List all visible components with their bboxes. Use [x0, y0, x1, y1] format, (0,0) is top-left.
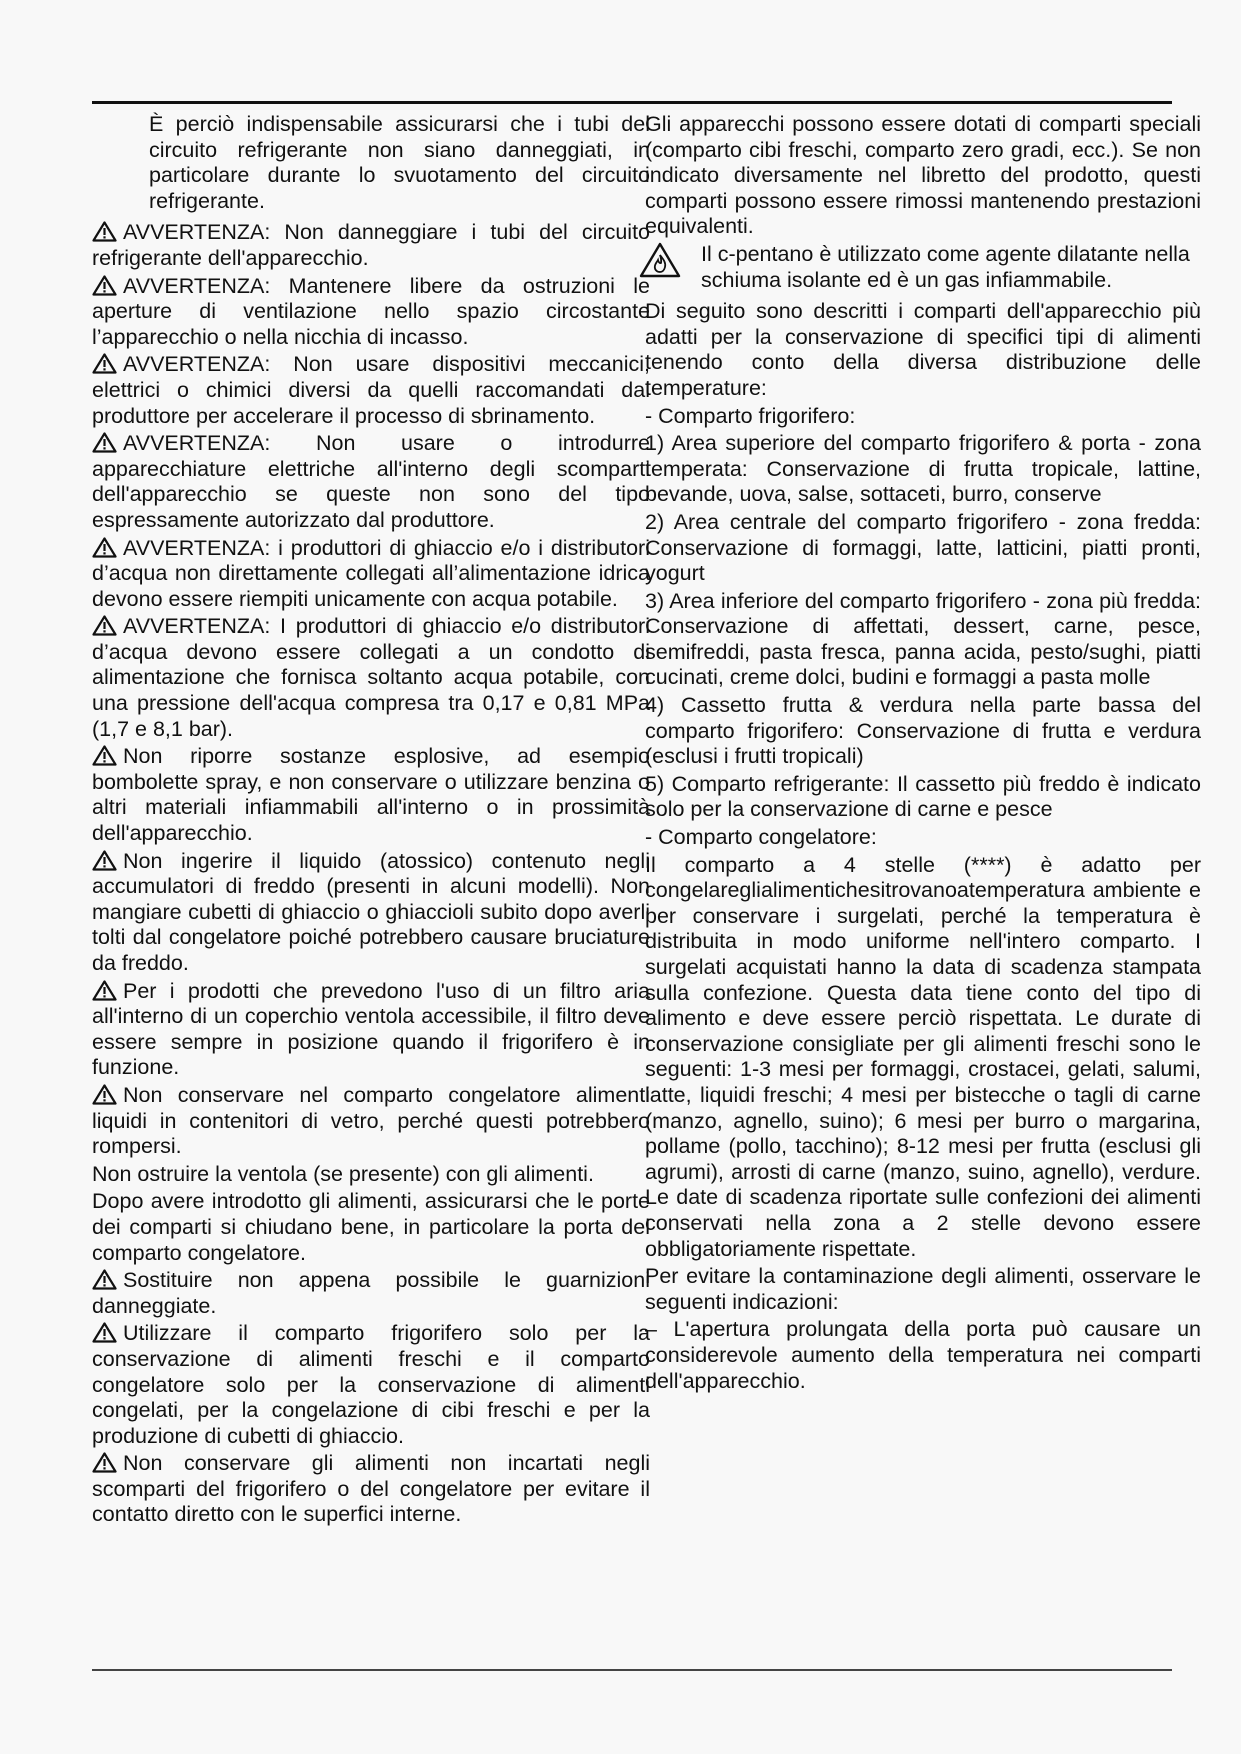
- warning-icon: [92, 221, 117, 242]
- top-rule: [92, 101, 1172, 104]
- warning-cold-accumulators: Non ingerire il liquido (atossico) contenuto negli accumulatori di freddo (presenti in alcuni modelli). Non mangiare cubetti di ghiaccio o ghiaccioli subito dopo averli tolti dal congelatore poiché potrebbero causare bruciature da freddo.: [92, 848, 650, 975]
- list-item-crisper-drawer: 4) Cassetto frutta & verdura nella parte bassa del comparto frigorifero: Conservazione di frutta e verdura (esclusi i frutti tropicali): [645, 693, 1201, 769]
- warning-icon: [92, 353, 117, 374]
- warning-icon: [92, 1269, 117, 1290]
- heading-freezer-compartment: - Comparto congelatore:: [645, 825, 877, 850]
- list-item-central-area: 2) Area centrale del comparto frigorifero - zona fredda: Conservazione di formaggi, latte, latticini, piatti pronti, yogurt: [645, 509, 1201, 586]
- paragraph-compartments-intro: Di seguito sono descritti i comparti dell'apparecchio più adatti per la conservazione di specifici tipi di alimenti tenendo conto della diversa distribuzione delle temperature:: [645, 299, 1201, 400]
- heading-fridge-compartment: - Comparto frigorifero:: [645, 403, 856, 428]
- flammable-warning-icon: [639, 242, 681, 278]
- warning-ice-makers-pressure: AVVERTENZA: I produttori di ghiaccio e/o distributori d’acqua devono essere collegati a un condotto di alimentazione che fornisca soltanto acqua potabile, con una pressione dell'acqua compresa tra 0,17 e 0,81 MPa (1,7 e 8,1 bar).: [92, 614, 650, 741]
- paragraph-four-star: Il comparto a 4 stelle (****) è adatto per congelareglialimentichesitrovanoatemperatura ambiente e per conservare i surgelati, perché la temperatura è distribuita in modo uniforme nell'intero comparto. I surgelati acquistati hanno la data di scadenza stampata sulla confezione. Questa data tiene conto del tipo di alimento e deve essere perciò rispettata. Le durate di conservazione consigliate per gli alimenti freschi sono le seguenti: 1-3 mesi per formaggi, crostacei, gelati, salumi, latte, liquidi freschi; 4 mesi per bistecche o tagli di carne (manzo, agnello, suino); 6 mesi per burro o margarina, pollame (pollo, tacchino); 8-12 mesi per frutta (esclusi gli agrumi), arrosti di carne (manzo, suino, agnello), verdure. Le date di scadenza riportate sulle confezioni dei alimenti conservati nella zona a 2 stelle devono essere obbligatoriamente rispettate.: [645, 852, 1201, 1261]
- left-column: [92, 112, 650, 1530]
- warning-icon: [92, 275, 117, 296]
- warning-gaskets: Sostituire non appena possibile le guarnizioni danneggiate.: [92, 1268, 650, 1318]
- warning-explosives: Non riporre sostanze esplosive, ad esempio bombolette spray, e non conservare o utilizzare benzina o altri materiali infiammabili all'interno o in prossimità dell'apparecchio.: [92, 744, 650, 846]
- warning-icon: [92, 615, 117, 636]
- warning-glass-containers: Non conservare nel comparto congelatore alimenti liquidi in contenitori di vetro, perché questi potrebbero rompersi.: [92, 1082, 650, 1159]
- paragraph-contamination: Per evitare la contaminazione degli alimenti, osservare le seguenti indicazioni:: [645, 1264, 1201, 1314]
- warning-icon: [92, 1452, 117, 1473]
- bottom-rule: [92, 1669, 1172, 1671]
- right-column: [645, 112, 1201, 1396]
- warning-unwrapped-food: Non conservare gli alimenti non incartati negli scomparti del frigorifero o del congelatore per evitare il contatto diretto con le superfici interne.: [92, 1451, 650, 1527]
- warning-icon: [92, 537, 117, 558]
- warning-icon: [92, 980, 117, 1001]
- warning-ice-makers-fill: AVVERTENZA: i produttori di ghiaccio e/o i distributori d’acqua non direttamente collegati all’alimentazione idrica devono essere riempiti unicamente con acqua potabile.: [92, 535, 650, 611]
- list-item-lower-area: 3) Area inferiore del comparto frigorifero - zona più fredda: Conservazione di affettati, dessert, carne, pesce, semifreddi, pasta fresca, panna acida, pesto/sughi, piatti cucinati, creme dolci, budini e formaggi a pasta molle: [645, 588, 1201, 690]
- warning-pipes: AVVERTENZA: Non danneggiare i tubi del circuito refrigerante dell'apparecchio.: [92, 220, 650, 270]
- warning-icon: [92, 1084, 117, 1105]
- paragraph-fan: Non ostruire la ventola (se presente) con gli alimenti.: [92, 1161, 594, 1186]
- list-item-door-opening: – L'apertura prolungata della porta può causare un considerevole aumento della temperatura nei comparti dell'apparecchio.: [645, 1317, 1201, 1393]
- paragraph-c-pentane: Il c-pentano è utilizzato come agente dilatante nella schiuma isolante ed è un gas infiammabile.: [701, 241, 1190, 292]
- list-item-upper-area: 1) Area superiore del comparto frigorifero & porta - zona temperata: Conservazione di frutta tropicale, lattine, bevande, uova, salse, sottaceti, burro, conserve: [645, 431, 1201, 507]
- warning-icon: [92, 432, 117, 453]
- warning-icon: [92, 745, 117, 766]
- warning-ventilation: AVVERTENZA: Mantenere libere da ostruzioni le aperture di ventilazione nello spazio circostante l’apparecchio o nella nicchia di incasso.: [92, 273, 650, 349]
- warning-icon: [92, 1322, 117, 1343]
- paragraph-special-compartments: Gli apparecchi possono essere dotati di comparti speciali (comparto cibi freschi, comparto zero gradi, ecc.). Se non indicato diversamente nel libretto del prodotto, questi comparti possono essere rimossi mantenendo prestazioni equivalenti.: [645, 112, 1201, 239]
- warning-electrical-appliances: AVVERTENZA: Non usare o introdurre apparecchiature elettriche all'interno degli scomparti dell'apparecchio se queste non sono del tipo espressamente autorizzato dal produttore.: [92, 431, 650, 532]
- flammable-gas-note: [645, 242, 1201, 293]
- warning-compartment-use: Utilizzare il comparto frigorifero solo per la conservazione di alimenti freschi e il comparto congelatore solo per la conservazione di alimenti congelati, per la congelazione di cibi freschi e per la produzione di cubetti di ghiaccio.: [92, 1321, 650, 1448]
- list-item-chiller: 5) Comparto refrigerante: Il cassetto più freddo è indicato solo per la conservazione di carne e pesce: [645, 771, 1201, 822]
- paragraph-refrigerant-pipes: È perciò indispensabile assicurarsi che i tubi del circuito refrigerante non siano danneggiati, in particolare durante lo svuotamento del circuito refrigerante.: [149, 112, 650, 213]
- warning-defrost-devices: AVVERTENZA: Non usare dispositivi meccanici, elettrici o chimici diversi da quelli raccomandati dal produttore per accelerare il processo di sbrinamento.: [92, 352, 650, 428]
- paragraph-doors: Dopo avere introdotto gli alimenti, assicurarsi che le porte dei comparti si chiudano bene, in particolare la porta del comparto congelatore.: [92, 1189, 650, 1265]
- warning-air-filter: Per i prodotti che prevedono l'uso di un filtro aria all'interno di un coperchio ventola accessibile, il filtro deve essere sempre in posizione quando il frigorifero è in funzione.: [92, 978, 650, 1080]
- warning-icon: [92, 850, 117, 871]
